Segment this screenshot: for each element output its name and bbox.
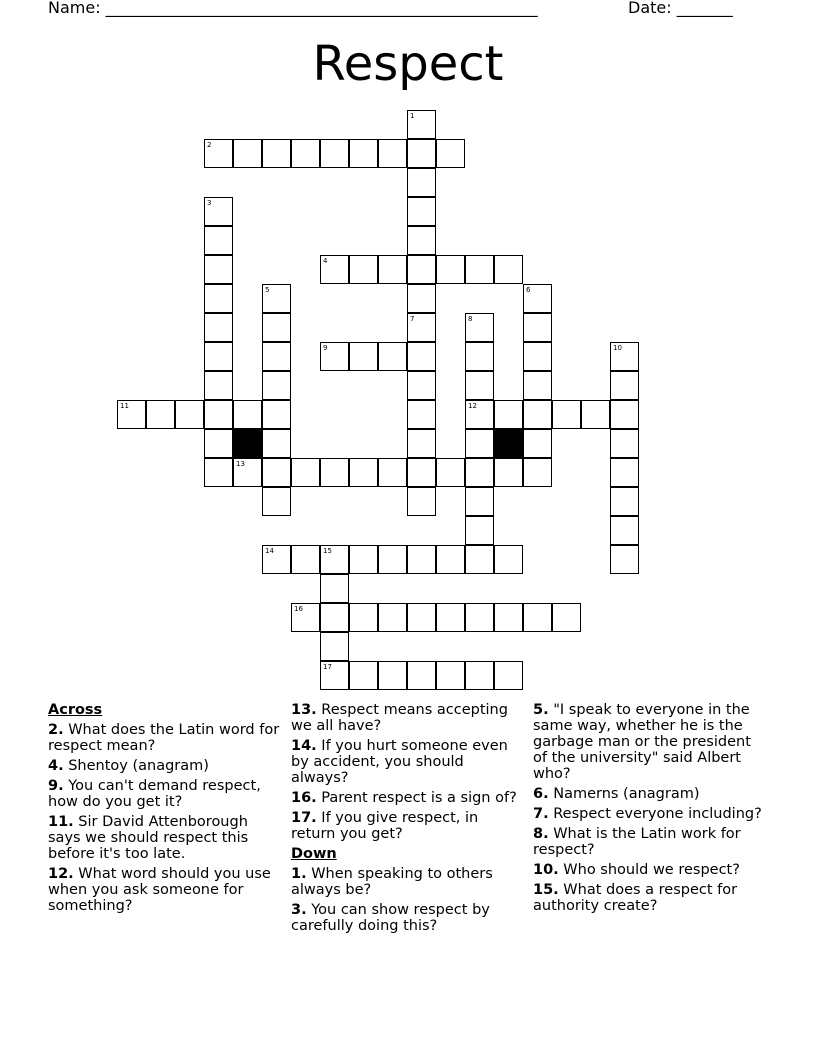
clues-column-2 [291, 702, 521, 938]
grid-cell[interactable] [523, 458, 552, 487]
page-title: Respect [312, 36, 504, 92]
grid-cell[interactable] [349, 139, 378, 168]
clue-item-number: 9. [48, 778, 64, 794]
grid-cell[interactable] [233, 458, 262, 487]
grid-cell[interactable] [523, 400, 552, 429]
grid-cell[interactable] [407, 458, 436, 487]
grid-cell[interactable] [291, 545, 320, 574]
clues-column-3 [533, 702, 763, 918]
grid-cell[interactable] [465, 545, 494, 574]
clue-item-number: 3. [291, 902, 307, 918]
clue-item-number: 15. [533, 882, 559, 898]
clue-item: 17. If you give respect, in return you get? [291, 810, 479, 842]
grid-cell[interactable] [262, 487, 291, 516]
clue-item-number: 16. [291, 790, 317, 806]
clue-item-number: 4. [48, 758, 64, 774]
grid-cell[interactable] [262, 429, 291, 458]
clue-number: 8 [468, 315, 473, 323]
grid-cell[interactable] [552, 400, 581, 429]
across-heading: Across [48, 702, 103, 718]
grid-cell[interactable] [378, 255, 407, 284]
grid-cell[interactable] [523, 603, 552, 632]
grid-cell[interactable] [465, 371, 494, 400]
grid-cell[interactable] [204, 342, 233, 371]
grid-cell[interactable] [349, 458, 378, 487]
grid-cell[interactable] [610, 487, 639, 516]
grid-cell[interactable] [523, 371, 552, 400]
grid-cell[interactable] [262, 139, 291, 168]
grid-cell[interactable] [262, 284, 291, 313]
clue-number: 5 [265, 286, 270, 294]
grid-cell[interactable] [320, 603, 349, 632]
grid-cell[interactable] [349, 342, 378, 371]
grid-cell[interactable] [349, 545, 378, 574]
clues-column-1 [48, 702, 280, 918]
grid-cell[interactable] [262, 371, 291, 400]
grid-cell[interactable] [204, 255, 233, 284]
grid-cell[interactable] [320, 458, 349, 487]
clue-item-number: 11. [48, 814, 74, 830]
clue-item-number: 13. [291, 702, 317, 718]
grid-cell[interactable] [320, 661, 349, 690]
grid-cell[interactable] [407, 603, 436, 632]
black-cell [233, 429, 262, 458]
grid-cell[interactable] [610, 516, 639, 545]
grid-cell[interactable] [320, 255, 349, 284]
grid-cell[interactable] [407, 342, 436, 371]
clue-item: 9. You can't demand respect, how do you get it? [48, 778, 261, 810]
grid-cell[interactable] [465, 516, 494, 545]
grid-cell[interactable] [378, 603, 407, 632]
grid-cell[interactable] [581, 400, 610, 429]
clue-item-number: 17. [291, 810, 317, 826]
grid-cell[interactable] [523, 313, 552, 342]
grid-cell[interactable] [117, 400, 146, 429]
grid-cell[interactable] [465, 429, 494, 458]
grid-cell[interactable] [262, 545, 291, 574]
grid-cell[interactable] [320, 139, 349, 168]
grid-cell[interactable] [523, 429, 552, 458]
grid-cell[interactable] [291, 139, 320, 168]
date-field[interactable]: Date: _______ [628, 0, 733, 17]
across-clue-list-cont [291, 702, 521, 842]
grid-cell[interactable] [378, 342, 407, 371]
grid-cell[interactable] [378, 661, 407, 690]
clue-item: 4. Shentoy (anagram) [48, 758, 209, 774]
clue-item-number: 14. [291, 738, 317, 754]
clue-item-number: 2. [48, 722, 64, 738]
clue-number: 16 [294, 605, 303, 613]
clue-number: 2 [207, 141, 212, 149]
grid-cell[interactable] [320, 342, 349, 371]
name-field[interactable]: Name: ______________________________________________________ [48, 0, 538, 17]
grid-cell[interactable] [436, 139, 465, 168]
clue-number: 10 [613, 344, 622, 352]
grid-cell[interactable] [146, 400, 175, 429]
grid-cell[interactable] [407, 429, 436, 458]
grid-cell[interactable] [610, 545, 639, 574]
clue-item: 3. You can show respect by carefully doing this? [291, 902, 490, 934]
clue-number: 17 [323, 663, 332, 671]
clue-item: 2. What does the Latin word for respect mean? [48, 722, 280, 754]
grid-cell[interactable] [407, 545, 436, 574]
clue-item: 6. Namerns (anagram) [533, 786, 700, 802]
clue-number: 1 [410, 112, 415, 120]
clue-number: 15 [323, 547, 332, 555]
clue-item: 1. When speaking to others always be? [291, 866, 493, 898]
clue-item-number: 6. [533, 786, 549, 802]
grid-cell[interactable] [204, 197, 233, 226]
clue-item: 10. Who should we respect? [533, 862, 740, 878]
clue-item-number: 5. [533, 702, 549, 718]
grid-cell[interactable] [349, 603, 378, 632]
down-heading: Down [291, 846, 337, 862]
grid-cell[interactable] [523, 284, 552, 313]
grid-cell[interactable] [204, 458, 233, 487]
grid-cell[interactable] [610, 458, 639, 487]
across-clue-list [48, 722, 280, 914]
grid-cell[interactable] [494, 458, 523, 487]
down-clue-list-cont [533, 702, 763, 914]
grid-cell[interactable] [320, 545, 349, 574]
grid-cell[interactable] [320, 574, 349, 603]
grid-cell[interactable] [407, 487, 436, 516]
grid-cell[interactable] [407, 255, 436, 284]
grid-cell[interactable] [204, 139, 233, 168]
grid-cell[interactable] [494, 400, 523, 429]
grid-cell[interactable] [320, 632, 349, 661]
grid-cell[interactable] [610, 400, 639, 429]
grid-cell[interactable] [494, 603, 523, 632]
grid-cell[interactable] [233, 139, 262, 168]
clue-item: 16. Parent respect is a sign of? [291, 790, 517, 806]
clue-number: 9 [323, 344, 328, 352]
grid-cell[interactable] [407, 661, 436, 690]
grid-cell[interactable] [407, 313, 436, 342]
grid-cell[interactable] [610, 429, 639, 458]
clue-item-number: 10. [533, 862, 559, 878]
grid-cell[interactable] [204, 400, 233, 429]
clue-number: 4 [323, 257, 328, 265]
clue-item-number: 12. [48, 866, 74, 882]
grid-cell[interactable] [465, 487, 494, 516]
clue-number: 13 [236, 460, 245, 468]
grid-cell[interactable] [436, 458, 465, 487]
grid-cell[interactable] [407, 371, 436, 400]
grid-cell[interactable] [378, 139, 407, 168]
clue-item: 13. Respect means accepting we all have? [291, 702, 508, 734]
down-clue-list [291, 866, 521, 934]
clue-item: 7. Respect everyone including? [533, 806, 762, 822]
grid-cell[interactable] [494, 255, 523, 284]
clue-item: 8. What is the Latin work for respect? [533, 826, 741, 858]
grid-cell[interactable] [407, 284, 436, 313]
clue-item-number: 1. [291, 866, 307, 882]
clue-item: 12. What word should you use when you ask someone for something? [48, 866, 271, 914]
grid-cell[interactable] [233, 400, 262, 429]
grid-cell[interactable] [175, 400, 204, 429]
grid-cell[interactable] [349, 661, 378, 690]
clue-item: 11. Sir David Attenborough says we should respect this before it's too late. [48, 814, 249, 862]
grid-cell[interactable] [262, 313, 291, 342]
clue-number: 7 [410, 315, 415, 323]
grid-cell[interactable] [262, 458, 291, 487]
grid-cell[interactable] [436, 255, 465, 284]
grid-cell[interactable] [407, 168, 436, 197]
clue-number: 12 [468, 402, 477, 410]
clue-item: 5. "I speak to everyone in the same way, whether he is the garbage man or the president of the university" said Albert who? [533, 702, 751, 782]
grid-cell[interactable] [436, 661, 465, 690]
clue-number: 11 [120, 402, 129, 410]
grid-cell[interactable] [204, 429, 233, 458]
clue-item: 15. What does a respect for authority create? [533, 882, 738, 914]
grid-cell[interactable] [204, 313, 233, 342]
grid-cell[interactable] [552, 603, 581, 632]
clue-item-number: 8. [533, 826, 549, 842]
clue-number: 6 [526, 286, 531, 294]
grid-cell[interactable] [204, 284, 233, 313]
grid-cell[interactable] [610, 342, 639, 371]
black-cell [494, 429, 523, 458]
clue-item: 14. If you hurt someone even by accident, you should always? [291, 738, 508, 786]
grid-cell[interactable] [465, 661, 494, 690]
grid-cell[interactable] [204, 371, 233, 400]
grid-cell[interactable] [291, 458, 320, 487]
grid-cell[interactable] [465, 313, 494, 342]
clue-item-number: 7. [533, 806, 549, 822]
grid-cell[interactable] [465, 400, 494, 429]
grid-cell[interactable] [610, 371, 639, 400]
grid-cell[interactable] [494, 545, 523, 574]
grid-cell[interactable] [291, 603, 320, 632]
grid-cell[interactable] [407, 400, 436, 429]
grid-cell[interactable] [494, 661, 523, 690]
grid-cell[interactable] [378, 545, 407, 574]
grid-cell[interactable] [436, 545, 465, 574]
grid-cell[interactable] [465, 255, 494, 284]
grid-cell[interactable] [436, 603, 465, 632]
grid-cell[interactable] [407, 197, 436, 226]
grid-cell[interactable] [523, 342, 552, 371]
clue-number: 14 [265, 547, 274, 555]
grid-cell[interactable] [407, 139, 436, 168]
grid-cell[interactable] [262, 342, 291, 371]
grid-cell[interactable] [378, 458, 407, 487]
grid-cell[interactable] [204, 226, 233, 255]
grid-cell[interactable] [465, 603, 494, 632]
grid-cell[interactable] [407, 110, 436, 139]
grid-cell[interactable] [262, 400, 291, 429]
grid-cell[interactable] [349, 255, 378, 284]
grid-cell[interactable] [465, 458, 494, 487]
grid-cell[interactable] [465, 342, 494, 371]
clue-number: 3 [207, 199, 212, 207]
grid-cell[interactable] [407, 226, 436, 255]
